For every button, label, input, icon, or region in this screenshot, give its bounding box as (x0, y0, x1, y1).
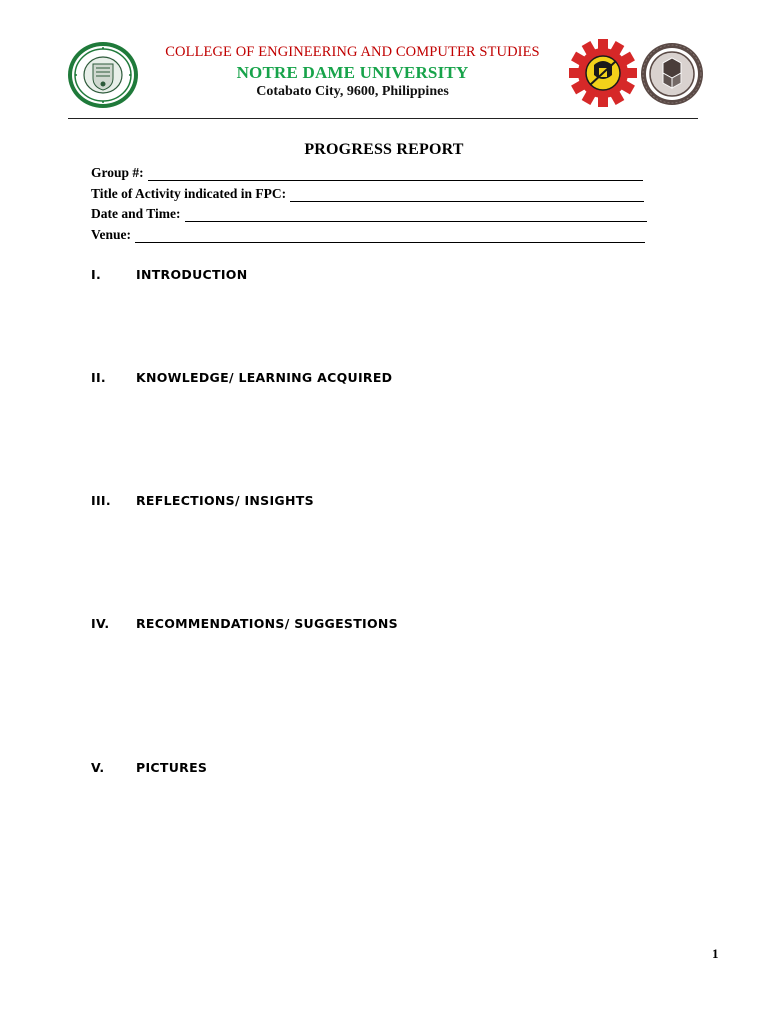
university-address: Cotabato City, 9600, Philippines (256, 84, 449, 99)
engineering-gear-logo (569, 39, 637, 107)
computer-studies-seal (640, 42, 704, 106)
date-time-field (91, 206, 647, 222)
university-name: NOTRE DAME UNIVERSITY (236, 63, 469, 82)
college-name: COLLEGE OF ENGINEERING AND COMPUTER STUDIES (165, 44, 540, 60)
section-number: IV. (91, 616, 110, 631)
venue-blank-line[interactable] (135, 229, 645, 243)
section-title-pictures: PICTURES (136, 760, 208, 775)
section-title-reflections: REFLECTIONS/ INSIGHTS (136, 493, 314, 508)
group-label: Group #: (91, 165, 144, 180)
activity-title-label: Title of Activity indicated in FPC: (91, 186, 287, 201)
section-number: V. (91, 760, 105, 775)
section-number: III. (91, 493, 111, 508)
group-blank-line[interactable] (148, 167, 643, 181)
date-time-label: Date and Time: (91, 206, 181, 221)
section-number: II. (91, 370, 106, 385)
activity-title-field (91, 186, 644, 202)
section-title-knowledge: KNOWLEDGE/ LEARNING ACQUIRED (136, 370, 393, 385)
venue-label: Venue: (91, 227, 132, 242)
activity-title-blank-line[interactable] (290, 188, 644, 202)
section-title-introduction: INTRODUCTION (136, 267, 248, 282)
document-title: PROGRESS REPORT (304, 141, 464, 158)
venue-field (91, 227, 645, 243)
page-number: 1 (712, 946, 719, 961)
notre-dame-university-seal (66, 40, 140, 110)
date-time-blank-line[interactable] (185, 208, 647, 222)
header-divider (68, 118, 698, 119)
section-title-recommendations: RECOMMENDATIONS/ SUGGESTIONS (136, 616, 398, 631)
group-field (91, 165, 643, 181)
section-number: I. (91, 267, 101, 282)
